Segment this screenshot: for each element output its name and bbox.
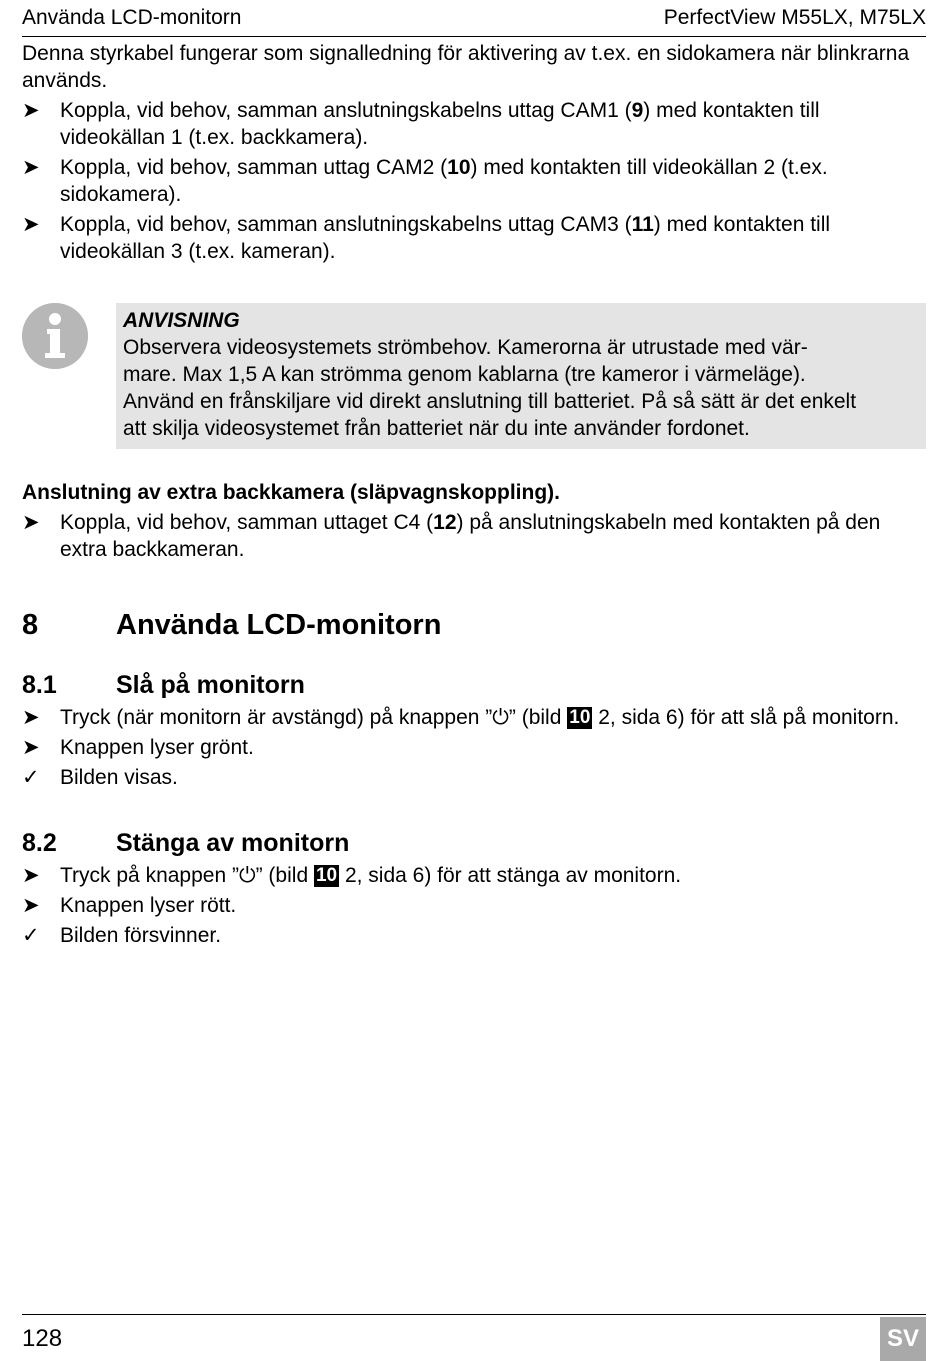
header-chapter-title: Använda LCD-monitorn <box>22 6 242 29</box>
note-text-line: Använd en frånskiljare vid direkt anslutning till batteriet. På så sätt är det enkelt <box>123 390 857 413</box>
power-icon: ⏻ <box>492 705 509 729</box>
figure-number-badge: 10 <box>315 865 338 886</box>
arrow-icon: ➤ <box>22 864 40 887</box>
list-item: ➤ Koppla, vid behov, samman anslutningskabelns uttag CAM1 (9) med kontakten till videokällan 1 (t.ex. backkamera). <box>22 99 820 149</box>
check-icon: ✓ <box>22 924 40 947</box>
subsection-number: 8.2 <box>22 829 57 857</box>
section-number: 8 <box>22 609 39 641</box>
page-content <box>22 40 926 951</box>
subheading: Anslutning av extra backkamera (släpvagnskoppling). <box>22 481 560 504</box>
page-header <box>22 6 926 37</box>
intro-paragraph: Denna styrkabel fungerar som signalledning för aktivering av t.ex. en sidokamera när blinkrarna används. <box>22 42 910 92</box>
check-icon: ✓ <box>22 766 40 789</box>
note-block <box>22 303 926 449</box>
list-item: ➤ Koppla, vid behov, samman anslutningskabelns uttag CAM3 (11) med kontakten till videokällan 3 (t.ex. kameran). <box>22 213 831 263</box>
list-item: ➤ Koppla, vid behov, samman uttaget C4 (12) på anslutningskabeln med kontakten på den extra backkameran. <box>22 511 881 561</box>
list-item: ➤ Tryck på knappen ”⏻” (bild 10 2, sida 6) för att stänga av monitorn. <box>22 863 682 887</box>
arrow-icon: ➤ <box>22 706 40 729</box>
page-footer <box>22 1314 926 1361</box>
list-item: ➤ Knappen lyser grönt. <box>22 736 254 759</box>
note-text-line: Observera videosystemets strömbehov. Kamerorna är utrustade med vär- <box>123 336 808 359</box>
list-item: ✓ Bilden visas. <box>22 766 178 789</box>
subsection-number: 8.1 <box>22 671 57 699</box>
arrow-icon: ➤ <box>22 736 40 759</box>
note-box <box>116 303 926 449</box>
note-text-line: att skilja videosystemet från batteriet när du inte använder fordonet. <box>123 417 750 440</box>
list-item: ✓ Bilden försvinner. <box>22 924 222 947</box>
subsection-title: Slå på monitorn <box>116 671 305 699</box>
subsection-heading <box>22 669 926 701</box>
arrow-icon: ➤ <box>22 213 40 236</box>
note-text-line: mare. Max 1,5 A kan strömma genom kablarna (tre kameror i värmeläge). <box>123 363 806 386</box>
arrow-icon: ➤ <box>22 99 40 122</box>
figure-number-badge: 10 <box>569 707 591 728</box>
list-item: ➤ Koppla, vid behov, samman uttag CAM2 (10) med kontakten till videokällan 2 (t.ex. sidokamera). <box>22 156 828 206</box>
header-product-name: PerfectView M55LX, M75LX <box>663 6 926 29</box>
subsection-title: Stänga av monitorn <box>116 829 350 857</box>
arrow-icon: ➤ <box>22 156 40 179</box>
section-title: Använda LCD-monitorn <box>116 609 442 641</box>
page-number: 128 <box>22 1325 63 1352</box>
arrow-icon: ➤ <box>22 511 40 534</box>
info-icon <box>22 303 88 369</box>
power-icon: ⏻ <box>238 863 256 887</box>
list-item: ➤ Knappen lyser rött. <box>22 894 237 917</box>
language-badge: SV <box>880 1317 926 1361</box>
note-title: ANVISNING <box>123 309 240 332</box>
section-heading <box>22 607 926 643</box>
arrow-icon: ➤ <box>22 894 40 917</box>
subsection-heading <box>22 827 926 859</box>
list-item: ➤ Tryck (när monitorn är avstängd) på knappen ”⏻” (bild 10 2, sida 6) för att slå på monitorn. <box>22 705 900 729</box>
